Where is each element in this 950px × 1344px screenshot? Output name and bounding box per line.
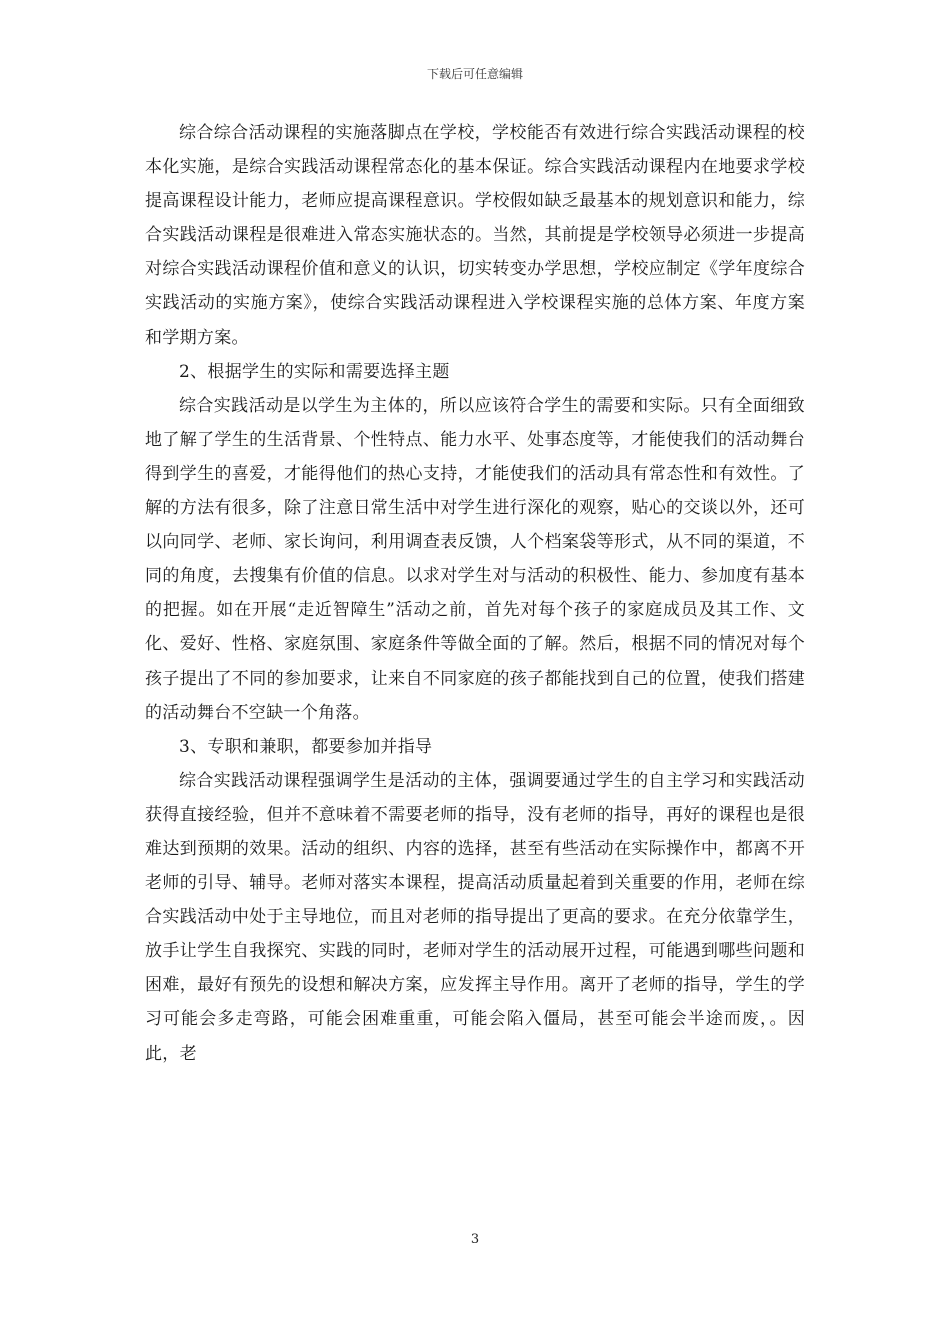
- document-body: [145, 116, 805, 1071]
- body-paragraph: 综合综合活动课程的实施落脚点在学校，学校能否有效进行综合实践活动课程的校本化实施，是综合实践活动课程常态化的基本保证。综合实践活动课程内在地要求学校提高课程设计能力，老师应提高课程意识。学校假如缺乏最基本的规划意识和能力，综合实践活动课程是很难进入常态实施状态的。当然，其前提是学校领导必须进一步提高对综合实践活动课程价值和意义的认识，切实转变办学思想，学校应制定《学年度综合实践活动的实施方案》，使综合实践活动课程进入学校课程实施的总体方案、年度方案和学期方案。: [145, 123, 805, 348]
- page-number: 3: [470, 1232, 480, 1247]
- body-paragraph: 综合实践活动是以学生为主体的，所以应该符合学生的需要和实际。只有全面细致地了解了学生的生活背景、个性特点、能力水平、处事态度等，才能使我们的活动舞台得到学生的喜爱，才能得他们的热心支持，才能使我们的活动具有常态性和有效性。了解的方法有很多，除了注意日常生活中对学生进行深化的观察，贴心的交谈以外，还可以向同学、老师、家长询问，利用调查表反馈，人个档案袋等形式，从不同的渠道，不同的角度，去搜集有价值的信息。以求对学生对与活动的积极性、能力、参加度有基本的把握。如在开展“走近智障生”活动之前，首先对每个孩子的家庭成员及其工作、文化、爱好、性格、家庭氛围、家庭条件等做全面的了解。然后，根据不同的情况对每个孩子提出了不同的参加要求，让来自不同家庭的孩子都能找到自己的位置，使我们搭建的活动舞台不空缺一个角落。: [145, 395, 805, 723]
- page-header: 下载后可任意编辑: [426, 67, 523, 81]
- section-heading: 2、根据学生的实际和需要选择主题: [179, 361, 450, 382]
- section-heading: 3、专职和兼职，都要参加并指导: [179, 736, 433, 757]
- body-paragraph: 综合实践活动课程强调学生是活动的主体，强调要通过学生的自主学习和实践活动获得直接经验，但并不意味着不需要老师的指导，没有老师的指导，再好的课程也是很难达到预期的效果。活动的组织、内容的选择，甚至有些活动在实际操作中，都离不开老师的引导、辅导。老师对落实本课程，提高活动质量起着到关重要的作用，老师在综合实践活动中处于主导地位，而且对老师的指导提出了更高的要求。在充分依靠学生，放手让学生自我探究、实践的同时，老师对学生的活动展开过程，可能遇到哪些问题和困难，最好有预先的设想和解决方案，应发挥主导作用。离开了老师的指导，学生的学习可能会多走弯路，可能会困难重重，可能会陷入僵局，甚至可能会半途而废，。因此，老: [145, 770, 805, 1064]
